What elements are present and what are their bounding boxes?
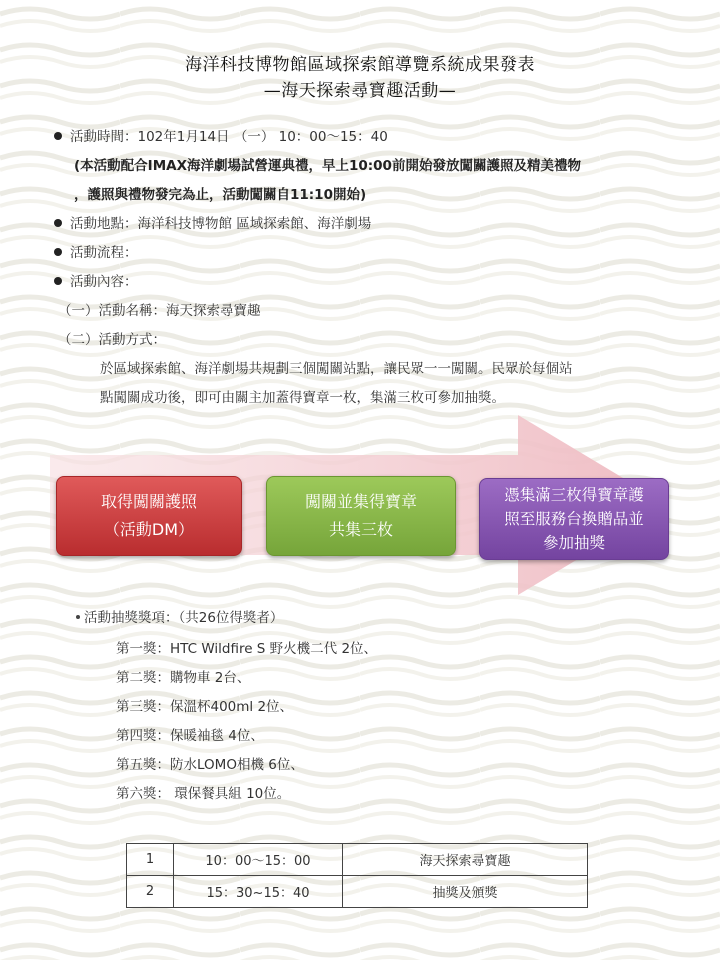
prize-item: 第六獎： 環保餐具組 10位。 bbox=[116, 786, 291, 802]
method-desc-2: 點闖關成功後，即可由關主加蓋得寶章一枚，集滿三枚可參加抽獎。 bbox=[100, 390, 505, 406]
step3-line3: 參加抽獎 bbox=[542, 534, 605, 552]
page-title: 海洋科技博物館區域探索館導覽系統成果發表 bbox=[185, 55, 535, 75]
bullet-icon bbox=[54, 248, 62, 256]
step3-line2: 照至服務台換贈品並 bbox=[504, 510, 644, 528]
prize-item: 第一獎：HTC Wildfire S 野火機二代 2位、 bbox=[116, 641, 378, 657]
step2-line1: 闖關並集得寶章 bbox=[304, 492, 417, 511]
step-collect-stamps bbox=[266, 476, 456, 556]
schedule-time: 10：00～15：00 bbox=[174, 844, 343, 876]
activity-content bbox=[54, 270, 138, 290]
note-line-2: ，護照與禮物發完為止，活動闖關自11:10開始) bbox=[74, 187, 367, 203]
activity-location-text: 活動地點：海洋科技博物館 區域探索館、海洋劇場 bbox=[70, 216, 372, 232]
activity-flow bbox=[54, 241, 138, 261]
bullet-icon bbox=[54, 277, 62, 285]
step-redeem-prize bbox=[479, 478, 669, 560]
bullet-icon bbox=[54, 132, 62, 140]
schedule-event: 抽獎及頒獎 bbox=[343, 876, 588, 908]
note-line-1: (本活動配合IMAX海洋劇場試營運典禮，早上10:00前開始發放闖關護照及精美禮物 bbox=[74, 158, 581, 174]
schedule-time: 15：30~15：40 bbox=[174, 876, 343, 908]
activity-method: （二）活動方式： bbox=[58, 332, 166, 348]
activity-content-text: 活動內容： bbox=[70, 274, 138, 290]
activity-flow-text: 活動流程： bbox=[70, 245, 138, 261]
prizes-header-text: 活動抽獎獎項：（共26位得獎者） bbox=[84, 610, 284, 626]
bullet-icon bbox=[76, 615, 80, 619]
schedule-event: 海天探索尋寶趣 bbox=[343, 844, 588, 876]
step3-line1: 憑集滿三枚得寶章護 bbox=[504, 486, 644, 504]
prize-item: 第三獎：保溫杯400ml 2位、 bbox=[116, 699, 294, 715]
page-subtitle: —海天探索尋寶趣活動— bbox=[263, 81, 457, 101]
prize-item: 第五獎：防水LOMO相機 6位、 bbox=[116, 757, 304, 773]
prize-item: 第二獎：購物車 2台、 bbox=[116, 670, 251, 686]
table-row bbox=[127, 844, 588, 876]
step1-line1: 取得闖關護照 bbox=[100, 492, 197, 511]
prizes-header bbox=[76, 606, 283, 626]
activity-location bbox=[54, 212, 371, 232]
step2-line2: 共集三枚 bbox=[328, 520, 393, 539]
activity-time bbox=[54, 125, 388, 145]
bullet-icon bbox=[54, 219, 62, 227]
activity-time-text: 活動時間：102年1月14日 （一） 10：00～15：40 bbox=[70, 129, 388, 145]
schedule-no: 1 bbox=[127, 844, 174, 876]
step1-line2: （活動DM） bbox=[103, 520, 195, 539]
method-desc-1: 於區域探索館、海洋劇場共規劃三個闖關站點，讓民眾一一闖關。民眾於每個站 bbox=[100, 361, 573, 377]
step-get-passport bbox=[56, 476, 242, 556]
prize-item: 第四獎：保暖袖毯 4位、 bbox=[116, 728, 264, 744]
table-row bbox=[127, 876, 588, 908]
schedule-table bbox=[126, 843, 588, 908]
schedule-no: 2 bbox=[127, 876, 174, 908]
activity-name: （一）活動名稱：海天探索尋寶趣 bbox=[58, 303, 261, 319]
